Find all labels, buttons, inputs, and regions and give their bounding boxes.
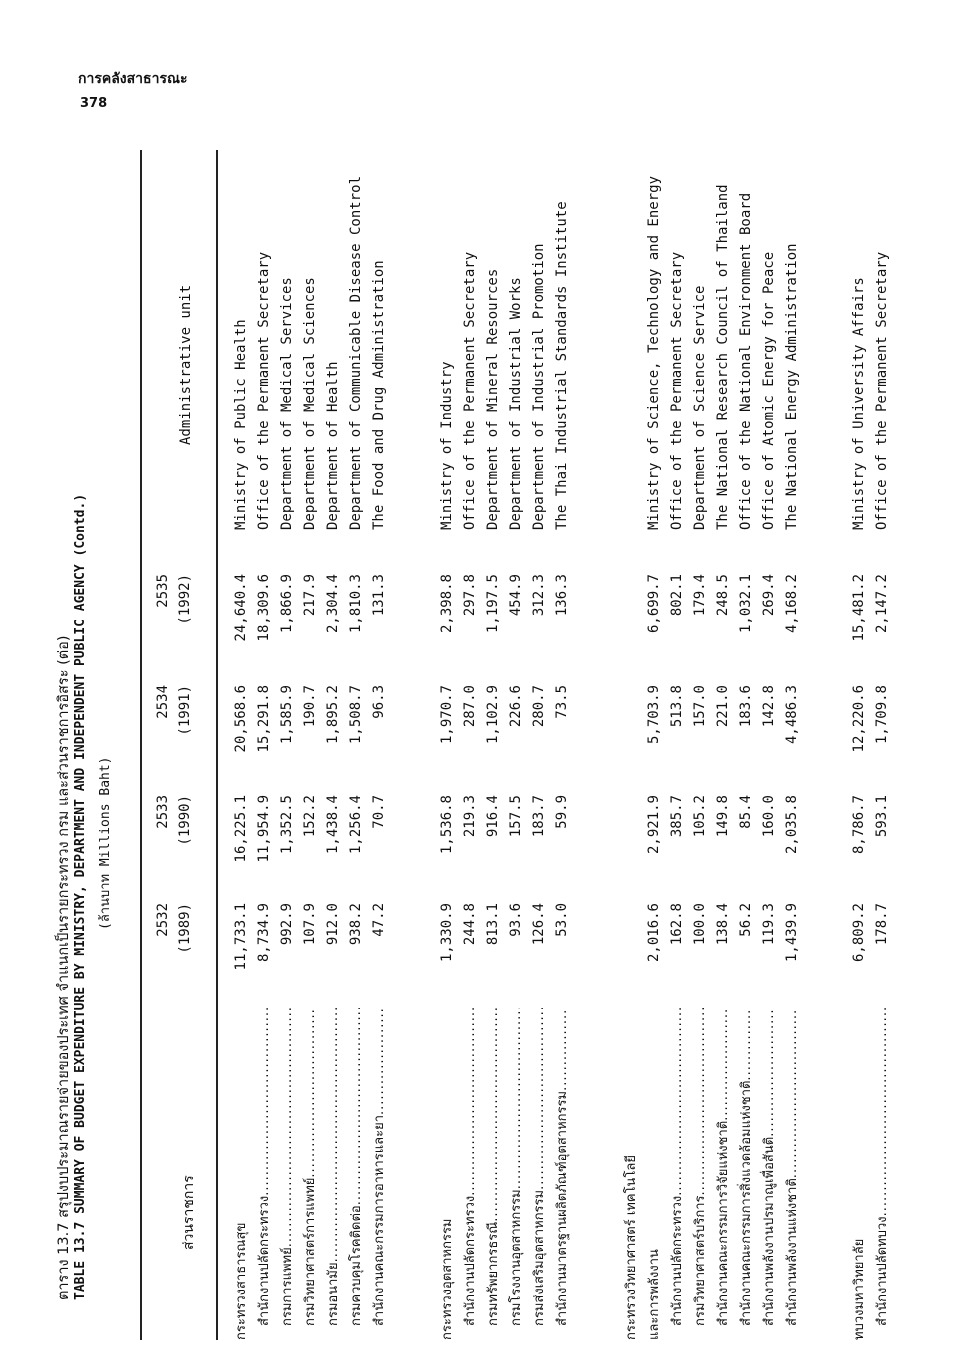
column-header-year-1: 2532 (1989): [155, 903, 193, 954]
running-header: การคลังสาธารณะ: [78, 71, 188, 87]
cell-value: 1,439.9: [784, 903, 800, 963]
row-label-thai: สำนักงานคณะกรรมการวิจัยแห่งชาติ .....: [712, 1008, 735, 1340]
row-label-thai: กระทรวงสาธารณสุข: [234, 1222, 249, 1340]
row-label-english: Office of the Permanent Secretary: [256, 251, 272, 530]
row-label-english: Ministry of University Affairs: [851, 277, 867, 530]
cell-value: 59.9: [554, 795, 570, 829]
cell-value: 1,032.1: [738, 574, 754, 634]
row-label-english: Office of Atomic Energy for Peace: [761, 251, 777, 530]
cell-value: 1,508.7: [348, 685, 364, 745]
row-label-thai: และการพลังงาน: [647, 1249, 662, 1340]
cell-value: 12,220.6: [851, 685, 867, 753]
row-label-english: The Food and Drug Administration: [371, 260, 387, 530]
row-label-english: Department of Health: [325, 361, 341, 530]
row-label-thai: สำนักงานพลังงานปรมาณูเพื่อสันติ .....: [758, 1008, 781, 1340]
cell-value: 244.8: [462, 903, 478, 946]
row-label-thai: สำนักงานปลัดกระทรวง .....: [459, 1008, 482, 1340]
cell-value: 8,786.7: [851, 795, 867, 855]
row-label-english: Office of the Permanent Secretary: [874, 251, 890, 530]
cell-value: 179.4: [692, 574, 708, 617]
cell-value: 105.2: [692, 795, 708, 838]
row-label-thai: สำนักงานปลัดกระทรวง .....: [666, 1008, 689, 1340]
cell-value: 2,304.4: [325, 574, 341, 634]
cell-value: 6,809.2: [851, 903, 867, 963]
row-label-thai: กรมวิทยาศาสตร์บริการ .....: [689, 1008, 712, 1340]
row-label-thai: กรมโรงงานอุตสาหกรรม .....: [505, 1008, 528, 1340]
cell-value: 53.0: [554, 903, 570, 937]
cell-value: 1,970.7: [439, 685, 455, 745]
row-label-thai: กรมควบคุมโรคติดต่อ .....: [345, 1008, 368, 1340]
cell-value: 56.2: [738, 903, 754, 937]
row-label-thai: สำนักงานพลังงานแห่งชาติ .....: [781, 1008, 804, 1340]
cell-value: 1,585.9: [279, 685, 295, 745]
cell-value: 100.0: [692, 903, 708, 946]
cell-value: 5,703.9: [646, 685, 662, 745]
cell-value: 15,291.8: [256, 685, 272, 753]
cell-value: 248.5: [715, 574, 731, 617]
cell-value: 126.4: [531, 903, 547, 946]
cell-value: 813.1: [485, 903, 501, 946]
column-header-year-3: 2534 (1991): [155, 685, 193, 736]
table-title-english: TABLE 13.7 SUMMARY OF BUDGET EXPENDITURE BY MINISTRY, DEPARTMENT AND INDEPENDENT PUBLIC AGENCY (Contd.): [73, 493, 88, 1300]
cell-value: 8,734.9: [256, 903, 272, 963]
page-number: 378: [80, 96, 108, 111]
row-label-thai: กรมส่งเสริมอุตสาหกรรม .....: [528, 1008, 551, 1340]
cell-value: 221.0: [715, 685, 731, 728]
cell-value: 593.1: [874, 795, 890, 838]
column-header-admin-unit: Administrative unit: [178, 284, 194, 445]
cell-value: 183.7: [531, 795, 547, 838]
row-label-thai: สำนักงานปลัดทบวง .....: [871, 1008, 894, 1340]
cell-value: 312.3: [531, 574, 547, 617]
top-rule: [140, 150, 142, 1340]
row-label-english: Office of the National Environment Board: [738, 192, 754, 530]
cell-value: 2,921.9: [646, 795, 662, 855]
cell-value: 70.7: [371, 795, 387, 829]
cell-value: 93.6: [508, 903, 524, 937]
cell-value: 96.3: [371, 685, 387, 719]
cell-value: 162.8: [669, 903, 685, 946]
cell-value: 454.9: [508, 574, 524, 617]
cell-value: 219.3: [462, 795, 478, 838]
cell-value: 269.4: [761, 574, 777, 617]
cell-value: 85.4: [738, 795, 754, 829]
cell-value: 1,866.9: [279, 574, 295, 634]
cell-value: 47.2: [371, 903, 387, 937]
cell-value: 142.8: [761, 685, 777, 728]
cell-value: 802.1: [669, 574, 685, 617]
row-label-english: Ministry of Industry: [439, 361, 455, 530]
cell-value: 2,035.8: [784, 795, 800, 855]
cell-value: 1,352.5: [279, 795, 295, 855]
cell-value: 190.7: [302, 685, 318, 728]
cell-value: 157.0: [692, 685, 708, 728]
cell-value: 15,481.2: [851, 574, 867, 642]
cell-value: 152.2: [302, 795, 318, 838]
cell-value: 513.8: [669, 685, 685, 728]
cell-value: 938.2: [348, 903, 364, 946]
row-label-english: Office of the Permanent Secretary: [462, 251, 478, 530]
cell-value: 2,398.8: [439, 574, 455, 634]
cell-value: 4,486.3: [784, 685, 800, 745]
row-label-english: The National Energy Administration: [784, 243, 800, 530]
cell-value: 217.9: [302, 574, 318, 617]
cell-value: 6,699.7: [646, 574, 662, 634]
row-label-english: Department of Science Service: [692, 285, 708, 530]
cell-value: 226.6: [508, 685, 524, 728]
cell-value: 11,954.9: [256, 795, 272, 863]
cell-value: 11,733.1: [233, 903, 249, 971]
row-label-thai: สำนักงานคณะกรรมการสิ่งแวดล้อมแห่งชาติ .....: [735, 1008, 758, 1340]
cell-value: 119.3: [761, 903, 777, 946]
row-label-english: Department of Medical Sciences: [302, 277, 318, 530]
cell-value: 287.0: [462, 685, 478, 728]
cell-value: 160.0: [761, 795, 777, 838]
row-label-thai: สำนักงานมาตรฐานผลิตภัณฑ์อุตสาหกรรม .....: [551, 1008, 574, 1340]
row-label-english: Ministry of Science, Technology and Energy: [646, 175, 662, 530]
column-header-year-4: 2535 (1992): [155, 574, 193, 625]
row-label-thai: กรมทรัพยากรธรณี .....: [482, 1008, 505, 1340]
cell-value: 138.4: [715, 903, 731, 946]
table-unit: (ล้านบาท Millions Baht): [98, 756, 113, 930]
cell-value: 131.3: [371, 574, 387, 617]
row-label-english: Ministry of Public Health: [233, 319, 249, 530]
row-label-english: Department of Medical Services: [279, 277, 295, 530]
cell-value: 157.5: [508, 795, 524, 838]
row-label-thai: กรมการแพทย์ .....: [276, 1008, 299, 1340]
row-label-english: Department of Communicable Disease Control: [348, 175, 364, 530]
cell-value: 1,438.4: [325, 795, 341, 855]
header-rule: [216, 150, 218, 1340]
column-header-thai: ส่วนราชการ: [181, 1175, 197, 1250]
cell-value: 178.7: [874, 903, 890, 946]
cell-value: 183.6: [738, 685, 754, 728]
cell-value: 1,709.8: [874, 685, 890, 745]
row-label-english: Department of Industrial Promotion: [531, 243, 547, 530]
row-label-thai: กระทรวงอุตสาหกรรม: [440, 1218, 455, 1340]
row-label-thai: สำนักงานคณะกรรมการอาหารและยา .....: [368, 1008, 391, 1340]
cell-value: 149.8: [715, 795, 731, 838]
row-label-english: Department of Mineral Resources: [485, 268, 501, 530]
cell-value: 280.7: [531, 685, 547, 728]
cell-value: 1,256.4: [348, 795, 364, 855]
table-title-thai: ตาราง 13.7 สรุปงบประมาณรายจ่ายของประเทศ จำแนกเป็นรายกระทรวง กรม และส่วนราชการอิสระ (ต่อ): [56, 635, 72, 1300]
cell-value: 1,895.2: [325, 685, 341, 745]
cell-value: 1,197.5: [485, 574, 501, 634]
cell-value: 24,640.4: [233, 574, 249, 642]
row-label-thai: กรมวิทยาศาสตร์การแพทย์ .....: [299, 1008, 322, 1340]
cell-value: 1,536.8: [439, 795, 455, 855]
cell-value: 912.0: [325, 903, 341, 946]
cell-value: 992.9: [279, 903, 295, 946]
row-label-english: Department of Industrial Works: [508, 277, 524, 530]
row-label-thai: สำนักงานปลัดกระทรวง .....: [253, 1008, 276, 1340]
cell-value: 16,225.1: [233, 795, 249, 863]
cell-value: 20,568.6: [233, 685, 249, 753]
cell-value: 297.8: [462, 574, 478, 617]
cell-value: 4,168.2: [784, 574, 800, 634]
cell-value: 1,810.3: [348, 574, 364, 634]
row-label-thai: กระทรวงวิทยาศาสตร์ เทคโนโลยี: [624, 1154, 639, 1340]
cell-value: 1,330.9: [439, 903, 455, 963]
cell-value: 2,016.6: [646, 903, 662, 963]
cell-value: 136.3: [554, 574, 570, 617]
cell-value: 1,102.9: [485, 685, 501, 745]
cell-value: 73.5: [554, 685, 570, 719]
cell-value: 916.4: [485, 795, 501, 838]
row-label-thai: ทบวงมหาวิทยาลัย: [852, 1238, 867, 1340]
row-label-english: The National Research Council of Thailand: [715, 184, 731, 530]
cell-value: 2,147.2: [874, 574, 890, 634]
row-label-english: The Thai Industrial Standards Institute: [554, 201, 570, 530]
column-header-year-2: 2533 (1990): [155, 795, 193, 846]
rotated-table: [40, 150, 920, 1340]
cell-value: 18,309.6: [256, 574, 272, 642]
row-label-thai: กรมอนามัย .....: [322, 1008, 345, 1340]
row-label-english: Office of the Permanent Secretary: [669, 251, 685, 530]
cell-value: 107.9: [302, 903, 318, 946]
cell-value: 385.7: [669, 795, 685, 838]
